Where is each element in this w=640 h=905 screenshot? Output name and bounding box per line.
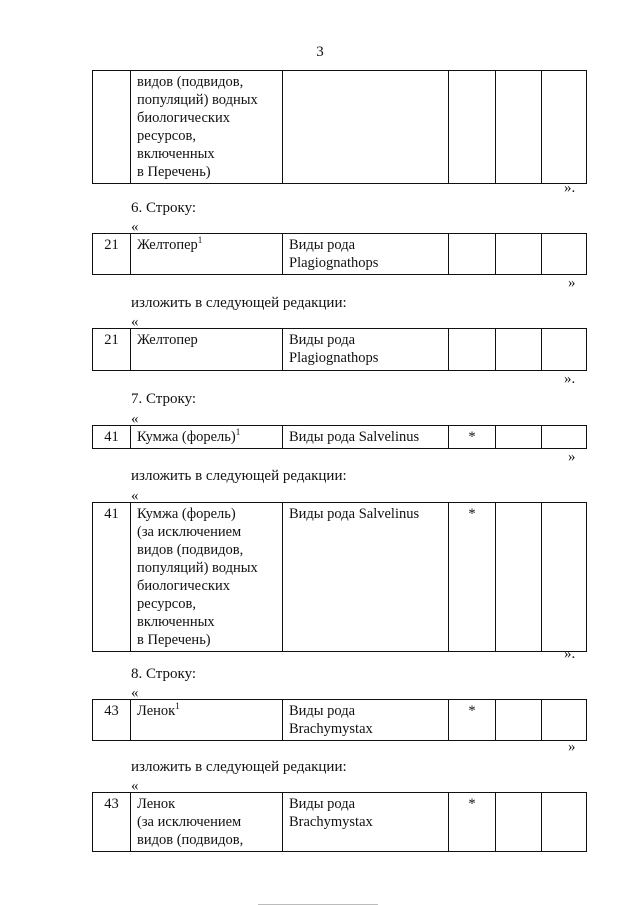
species-name: Желтопер: [137, 237, 198, 253]
new-row-table: [92, 792, 587, 852]
table-cell: [496, 426, 542, 449]
opening-quote: «: [131, 488, 139, 504]
genus-cell: Виды рода Brachymystax: [283, 700, 449, 741]
table-cell: [496, 503, 542, 652]
table-row: [93, 426, 587, 449]
table-cell: [542, 329, 587, 371]
opening-quote: «: [131, 778, 139, 794]
old-row-table: [92, 425, 587, 449]
genus-cell: Виды рода Plagiognathops: [283, 234, 449, 275]
table-row: [93, 793, 587, 852]
closing-quote: ».: [564, 180, 576, 196]
old-row-table: [92, 699, 587, 741]
species-name-cell: Желтопер: [131, 329, 283, 371]
row-number: 43: [93, 793, 131, 852]
item-heading: 6. Строку:: [131, 200, 197, 216]
genus-cell: Виды рода Brachymystax: [283, 793, 449, 852]
table-cell-name: видов (подвидов, популяций) водных биологических ресурсов, включенных в Перечень): [131, 71, 283, 184]
table-cell: [542, 793, 587, 852]
table-cell: *: [449, 793, 496, 852]
row-number: 21: [93, 329, 131, 371]
closing-quote: »: [568, 275, 576, 291]
table-cell: [496, 71, 542, 184]
row-number: 43: [93, 700, 131, 741]
opening-quote: «: [131, 685, 139, 701]
closing-quote: ».: [564, 646, 576, 662]
table-cell: [542, 426, 587, 449]
footnote-mark: 1: [175, 701, 180, 712]
table-cell: [449, 71, 496, 184]
table-cell: *: [449, 426, 496, 449]
genus-cell: Виды рода Plagiognathops: [283, 329, 449, 371]
footnote-mark: 1: [197, 235, 203, 246]
table-cell: [542, 503, 587, 652]
species-name-cell: [131, 426, 283, 449]
table-cell: [496, 700, 542, 741]
genus-cell: Виды рода Salvelinus: [283, 426, 449, 449]
table-cell: [449, 329, 496, 371]
new-row-table: [92, 502, 587, 652]
opening-quote: «: [131, 314, 139, 330]
opening-quote: «: [131, 219, 139, 235]
old-row-table: [92, 233, 587, 275]
footnote-mark: 1: [235, 427, 241, 438]
row-number: 41: [93, 426, 131, 449]
table-row: [93, 503, 587, 652]
species-name: Ленок: [137, 703, 176, 719]
row-number: 41: [93, 503, 131, 652]
opening-quote: «: [131, 411, 139, 427]
species-name-cell: [131, 234, 283, 275]
closing-quote: »: [568, 449, 576, 465]
table-cell: *: [449, 503, 496, 652]
replace-instruction: изложить в следующей редакции:: [131, 468, 347, 484]
table-cell: [542, 234, 587, 275]
species-name-cell: Ленок (за исключением видов (подвидов,: [131, 793, 283, 852]
continuation-table: [92, 70, 587, 184]
row-number: 21: [93, 234, 131, 275]
table-row: [93, 71, 587, 184]
genus-cell: Виды рода Salvelinus: [283, 503, 449, 652]
table-cell: [93, 71, 131, 184]
table-row: [93, 700, 587, 741]
page-number: 3: [316, 44, 324, 60]
table-cell: [542, 700, 587, 741]
closing-quote: ».: [564, 371, 576, 387]
closing-quote: »: [568, 739, 576, 755]
table-cell: [542, 71, 587, 184]
item-heading: 7. Строку:: [131, 391, 197, 407]
table-cell: *: [449, 700, 496, 741]
table-row: [93, 329, 587, 371]
species-name-cell: Кумжа (форель) (за исключением видов (подвидов, популяций) водных биологических ресурсов, включенных в Перечень): [131, 503, 283, 652]
species-name: Кумжа (форель): [137, 429, 236, 445]
table-row: [93, 234, 587, 275]
replace-instruction: изложить в следующей редакции:: [131, 759, 347, 775]
table-cell: [449, 234, 496, 275]
item-heading: 8. Строку:: [131, 666, 197, 682]
new-row-table: [92, 328, 587, 371]
species-name-cell: [131, 700, 283, 741]
table-cell: [496, 793, 542, 852]
table-cell: [283, 71, 449, 184]
table-cell: [496, 234, 542, 275]
table-cell: [496, 329, 542, 371]
replace-instruction: изложить в следующей редакции:: [131, 295, 347, 311]
